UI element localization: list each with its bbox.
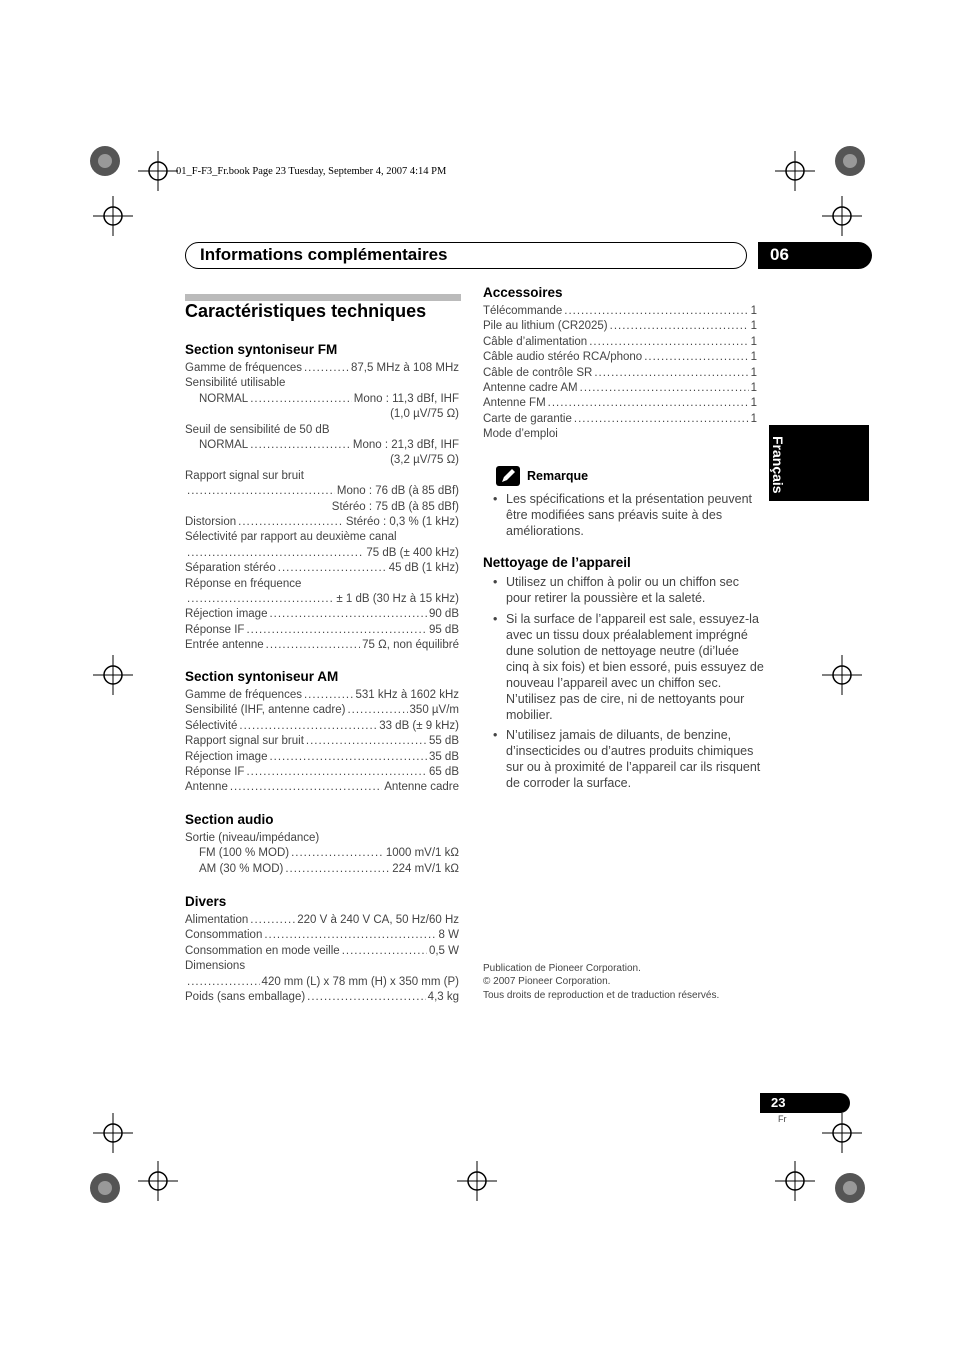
crosshair-icon [93, 196, 133, 236]
header-title: Informations complémentaires [200, 245, 448, 264]
spec-row [199, 392, 459, 408]
spec-row [483, 319, 757, 335]
spec-row [185, 913, 459, 929]
spec-value: Mono : 76 dB (à 85 dBf) [336, 485, 459, 498]
leader-dots [187, 546, 364, 562]
spec-label: Sensibilité utilisable [185, 377, 286, 390]
leader-dots [304, 688, 353, 704]
spec-row [185, 831, 459, 847]
spec-value: 8 W [438, 929, 459, 942]
registration-mark-icon [85, 1168, 125, 1208]
leader-dots [187, 975, 260, 991]
spec-row [185, 515, 459, 531]
spec-label: Consommation en mode veille [185, 944, 340, 957]
spec-value: (1,0 µV/75 Ω) [390, 408, 459, 421]
spec-row [199, 438, 459, 454]
crosshair-icon [138, 151, 178, 191]
spec-value: 531 kHz à 1602 kHz [355, 689, 459, 701]
spec-label: Antenne [185, 781, 228, 794]
leader-dots [580, 381, 749, 397]
spec-row [185, 719, 459, 735]
publication-line: Publication de Pioneer Corporation. [483, 963, 641, 974]
section-divider [185, 294, 461, 301]
spec-value: 75 Ω, non équilibré [362, 639, 459, 652]
leader-dots [644, 350, 748, 366]
spec-value: 0,5 W [428, 944, 459, 957]
spec-label: Sélectivité [185, 719, 238, 732]
spec-row [185, 734, 459, 750]
spec-value: 1000 mV/1 kΩ [385, 847, 459, 860]
spec-row [185, 750, 459, 766]
spec-label: Pile au lithium (CR2025) [483, 320, 608, 333]
spec-label: Rapport signal sur bruit [185, 469, 304, 482]
leader-dots [264, 928, 436, 944]
remarque-title: Remarque [527, 469, 589, 483]
spec-row [185, 638, 459, 654]
spec-label: Réponse IF [185, 623, 245, 636]
spec-row [185, 561, 459, 577]
language-label: Français [770, 436, 786, 494]
spec-value: 55 dB [428, 735, 459, 748]
spec-value: (3,2 µV/75 Ω) [390, 454, 459, 467]
spec-label: Alimentation [185, 914, 249, 926]
spec-row [185, 361, 459, 377]
spec-row [483, 350, 757, 366]
spec-value: 1 [750, 412, 757, 425]
spec-label: Consommation [185, 929, 263, 942]
leader-dots [285, 862, 390, 878]
spec-row [185, 928, 459, 944]
spec-label: FM (100 % MOD) [199, 847, 290, 860]
spec-row [483, 366, 757, 382]
nettoyage-bullet: • Si la surface de l’appareil est sale, essuyez-la avec un tissu doux préalablement imprégné dune solution de nettoyage neutre (di’luée cinq à six fois) et bien essoré, puis essuyez de nouveau l’appareil avec un chiffon sec. N’utilisez pas de cire, ni de nettoyants pour mobilier. [506, 611, 764, 723]
leader-dots [610, 319, 749, 335]
crosshair-icon [775, 151, 815, 191]
spec-label: Réjection image [185, 750, 268, 763]
leader-dots [589, 335, 748, 351]
leader-dots [347, 703, 407, 719]
leader-dots [291, 846, 384, 862]
spec-value: Antenne cadre [384, 781, 459, 794]
spec-label: Mode d’emploi [483, 428, 558, 441]
spec-row [483, 381, 757, 397]
spec-row [185, 623, 459, 639]
leader-dots [269, 750, 426, 766]
leader-dots [250, 392, 352, 408]
crosshair-icon [457, 1161, 497, 1201]
leader-dots [304, 361, 349, 377]
spec-row [185, 607, 459, 623]
spec-row [185, 975, 459, 991]
spec-row [185, 530, 459, 546]
leader-dots [187, 592, 334, 608]
leader-dots [230, 780, 382, 796]
spec-value: 35 dB [428, 750, 459, 763]
nettoyage-heading: Nettoyage de l’appareil [483, 555, 631, 570]
spec-value: ± 1 dB (30 Hz à 15 kHz) [336, 593, 459, 605]
spec-label: Câble d’alimentation [483, 335, 588, 348]
divers-heading: Divers [185, 894, 227, 909]
leader-dots [278, 561, 387, 577]
spec-label: Séparation stéréo [185, 562, 276, 575]
spec-row [185, 500, 459, 516]
crosshair-icon [138, 1161, 178, 1201]
crosshair-icon [822, 655, 862, 695]
spec-label: Sensibilité (IHF, antenne cadre) [185, 704, 346, 717]
spec-label: Distorsion [185, 516, 237, 528]
spec-row [185, 469, 459, 485]
nettoyage-bullet: • N’utilisez jamais de diluants, de benzine, d’insecticides ou d’autres produits chimiques sur ou à proximité de l’appareil car ils risquent de corroder la surface. [506, 727, 764, 791]
leader-dots [250, 438, 351, 454]
spec-value: 220 V à 240 V CA, 50 Hz/60 Hz [297, 914, 459, 926]
crosshair-icon [93, 655, 133, 695]
spec-value: 1 [750, 366, 757, 379]
leader-dots [238, 515, 344, 531]
spec-label: Réponse en fréquence [185, 577, 302, 590]
audio-heading: Section audio [185, 812, 274, 827]
spec-row [185, 688, 459, 704]
spec-label: Sélectivité par rapport au deuxième canal [185, 531, 397, 544]
spec-value: 95 dB [428, 623, 459, 636]
spec-value: 1 [750, 397, 757, 410]
spec-label: Gamme de fréquences [185, 362, 302, 374]
spec-row [483, 396, 757, 412]
page-number: 23 [771, 1095, 786, 1110]
leader-dots [246, 623, 426, 639]
spec-value: 1 [750, 335, 757, 348]
spec-label: Câble audio stéréo RCA/phono [483, 351, 643, 364]
spec-label: Dimensions [185, 960, 246, 973]
leader-dots [307, 990, 426, 1006]
registration-mark-icon [830, 1168, 870, 1208]
leader-dots [187, 484, 335, 500]
leader-dots [246, 765, 426, 781]
spec-label: Poids (sans emballage) [185, 991, 306, 1003]
spec-label: Télécommande [483, 305, 563, 317]
section-title: Caractéristiques techniques [185, 301, 427, 321]
spec-value: 45 dB (1 kHz) [388, 562, 459, 575]
spec-value: 33 dB (± 9 kHz) [379, 719, 459, 732]
leader-dots [269, 607, 426, 623]
spec-value: 1 [750, 351, 757, 364]
spec-row [185, 592, 459, 608]
spec-label: AM (30 % MOD) [199, 862, 284, 875]
leader-dots [250, 913, 295, 929]
leader-dots [574, 412, 749, 428]
spec-label: Seuil de sensibilité de 50 dB [185, 423, 330, 436]
spec-row [185, 703, 459, 719]
spec-label: Entrée antenne [185, 639, 264, 652]
fm-heading: Section syntoniseur FM [185, 342, 338, 357]
registration-mark-icon [830, 141, 870, 181]
spec-label: Antenne cadre AM [483, 382, 578, 394]
spec-row [185, 453, 459, 469]
spec-value: 1 [750, 320, 757, 333]
page-language: Fr [778, 1114, 787, 1124]
spec-row [185, 484, 459, 500]
spec-label: Câble de contrôle SR [483, 366, 593, 379]
spec-label: Réjection image [185, 608, 268, 621]
registration-mark-icon [85, 141, 125, 181]
spec-label: Sortie (niveau/impédance) [185, 832, 320, 844]
spec-label: Rapport signal sur bruit [185, 735, 304, 748]
spec-label: NORMAL [199, 439, 249, 451]
spec-row [185, 959, 459, 975]
spec-label: Carte de garantie [483, 412, 572, 425]
remarque-bullet: • Les spécifications et la présentation peuvent être modifiées sans préavis suite à des améliorations. [506, 491, 764, 539]
spec-value: 420 mm (L) x 78 mm (H) x 350 mm (P) [261, 975, 459, 988]
spec-value: Mono : 11,3 dBf, IHF [353, 392, 459, 405]
spec-row [483, 304, 757, 320]
print-info: 01_F-F3_Fr.book Page 23 Tuesday, September 4, 2007 4:14 PM [176, 166, 447, 177]
pencil-note-icon [496, 466, 520, 486]
spec-row [185, 765, 459, 781]
spec-value: Mono : 21,3 dBf, IHF [352, 439, 459, 451]
spec-row [199, 862, 459, 878]
spec-label: Réponse IF [185, 766, 245, 778]
nettoyage-bullet: • Utilisez un chiffon à polir ou un chiffon sec pour retirer la poussière et la saleté. [506, 574, 764, 606]
spec-row [185, 944, 459, 960]
leader-dots [548, 396, 749, 412]
spec-value: 4,3 kg [427, 991, 459, 1003]
spec-row [185, 577, 459, 593]
crosshair-icon [822, 196, 862, 236]
spec-value: Stéréo : 75 dB (à 85 dBf) [331, 500, 459, 513]
spec-row [185, 376, 459, 392]
crosshair-icon [822, 1113, 862, 1153]
spec-row [185, 546, 459, 562]
spec-label: Gamme de fréquences [185, 689, 302, 701]
spec-row [483, 427, 757, 443]
leader-dots [239, 719, 377, 735]
chapter-number: 06 [770, 245, 789, 264]
spec-label: NORMAL [199, 392, 249, 405]
spec-value: 90 dB [428, 608, 459, 621]
spec-value: 1 [750, 305, 757, 317]
spec-value: 65 dB [428, 766, 459, 778]
spec-value: 350 µV/m [409, 704, 459, 717]
leader-dots [564, 304, 748, 320]
publication-line: Tous droits de reproduction et de traduction réservés. [483, 990, 720, 1001]
spec-row [185, 780, 459, 796]
spec-row [185, 407, 459, 423]
spec-row [185, 423, 459, 439]
crosshair-icon [93, 1113, 133, 1153]
accessoires-heading: Accessoires [483, 285, 563, 300]
leader-dots [266, 638, 361, 654]
leader-dots [306, 734, 427, 750]
spec-row [483, 412, 757, 428]
spec-value: 224 mV/1 kΩ [392, 862, 459, 875]
spec-value: 75 dB (± 400 kHz) [366, 546, 459, 559]
am-heading: Section syntoniseur AM [185, 669, 339, 684]
spec-value: 87,5 MHz à 108 MHz [350, 362, 459, 374]
spec-value: 1 [750, 382, 757, 394]
crosshair-icon [775, 1161, 815, 1201]
leader-dots [594, 366, 748, 382]
publication-line: © 2007 Pioneer Corporation. [483, 976, 611, 987]
leader-dots [342, 944, 427, 960]
spec-row [185, 990, 459, 1006]
spec-value: Stéréo : 0,3 % (1 kHz) [345, 516, 459, 528]
spec-row [483, 335, 757, 351]
spec-label: Antenne FM [483, 397, 546, 410]
spec-row [199, 846, 459, 862]
